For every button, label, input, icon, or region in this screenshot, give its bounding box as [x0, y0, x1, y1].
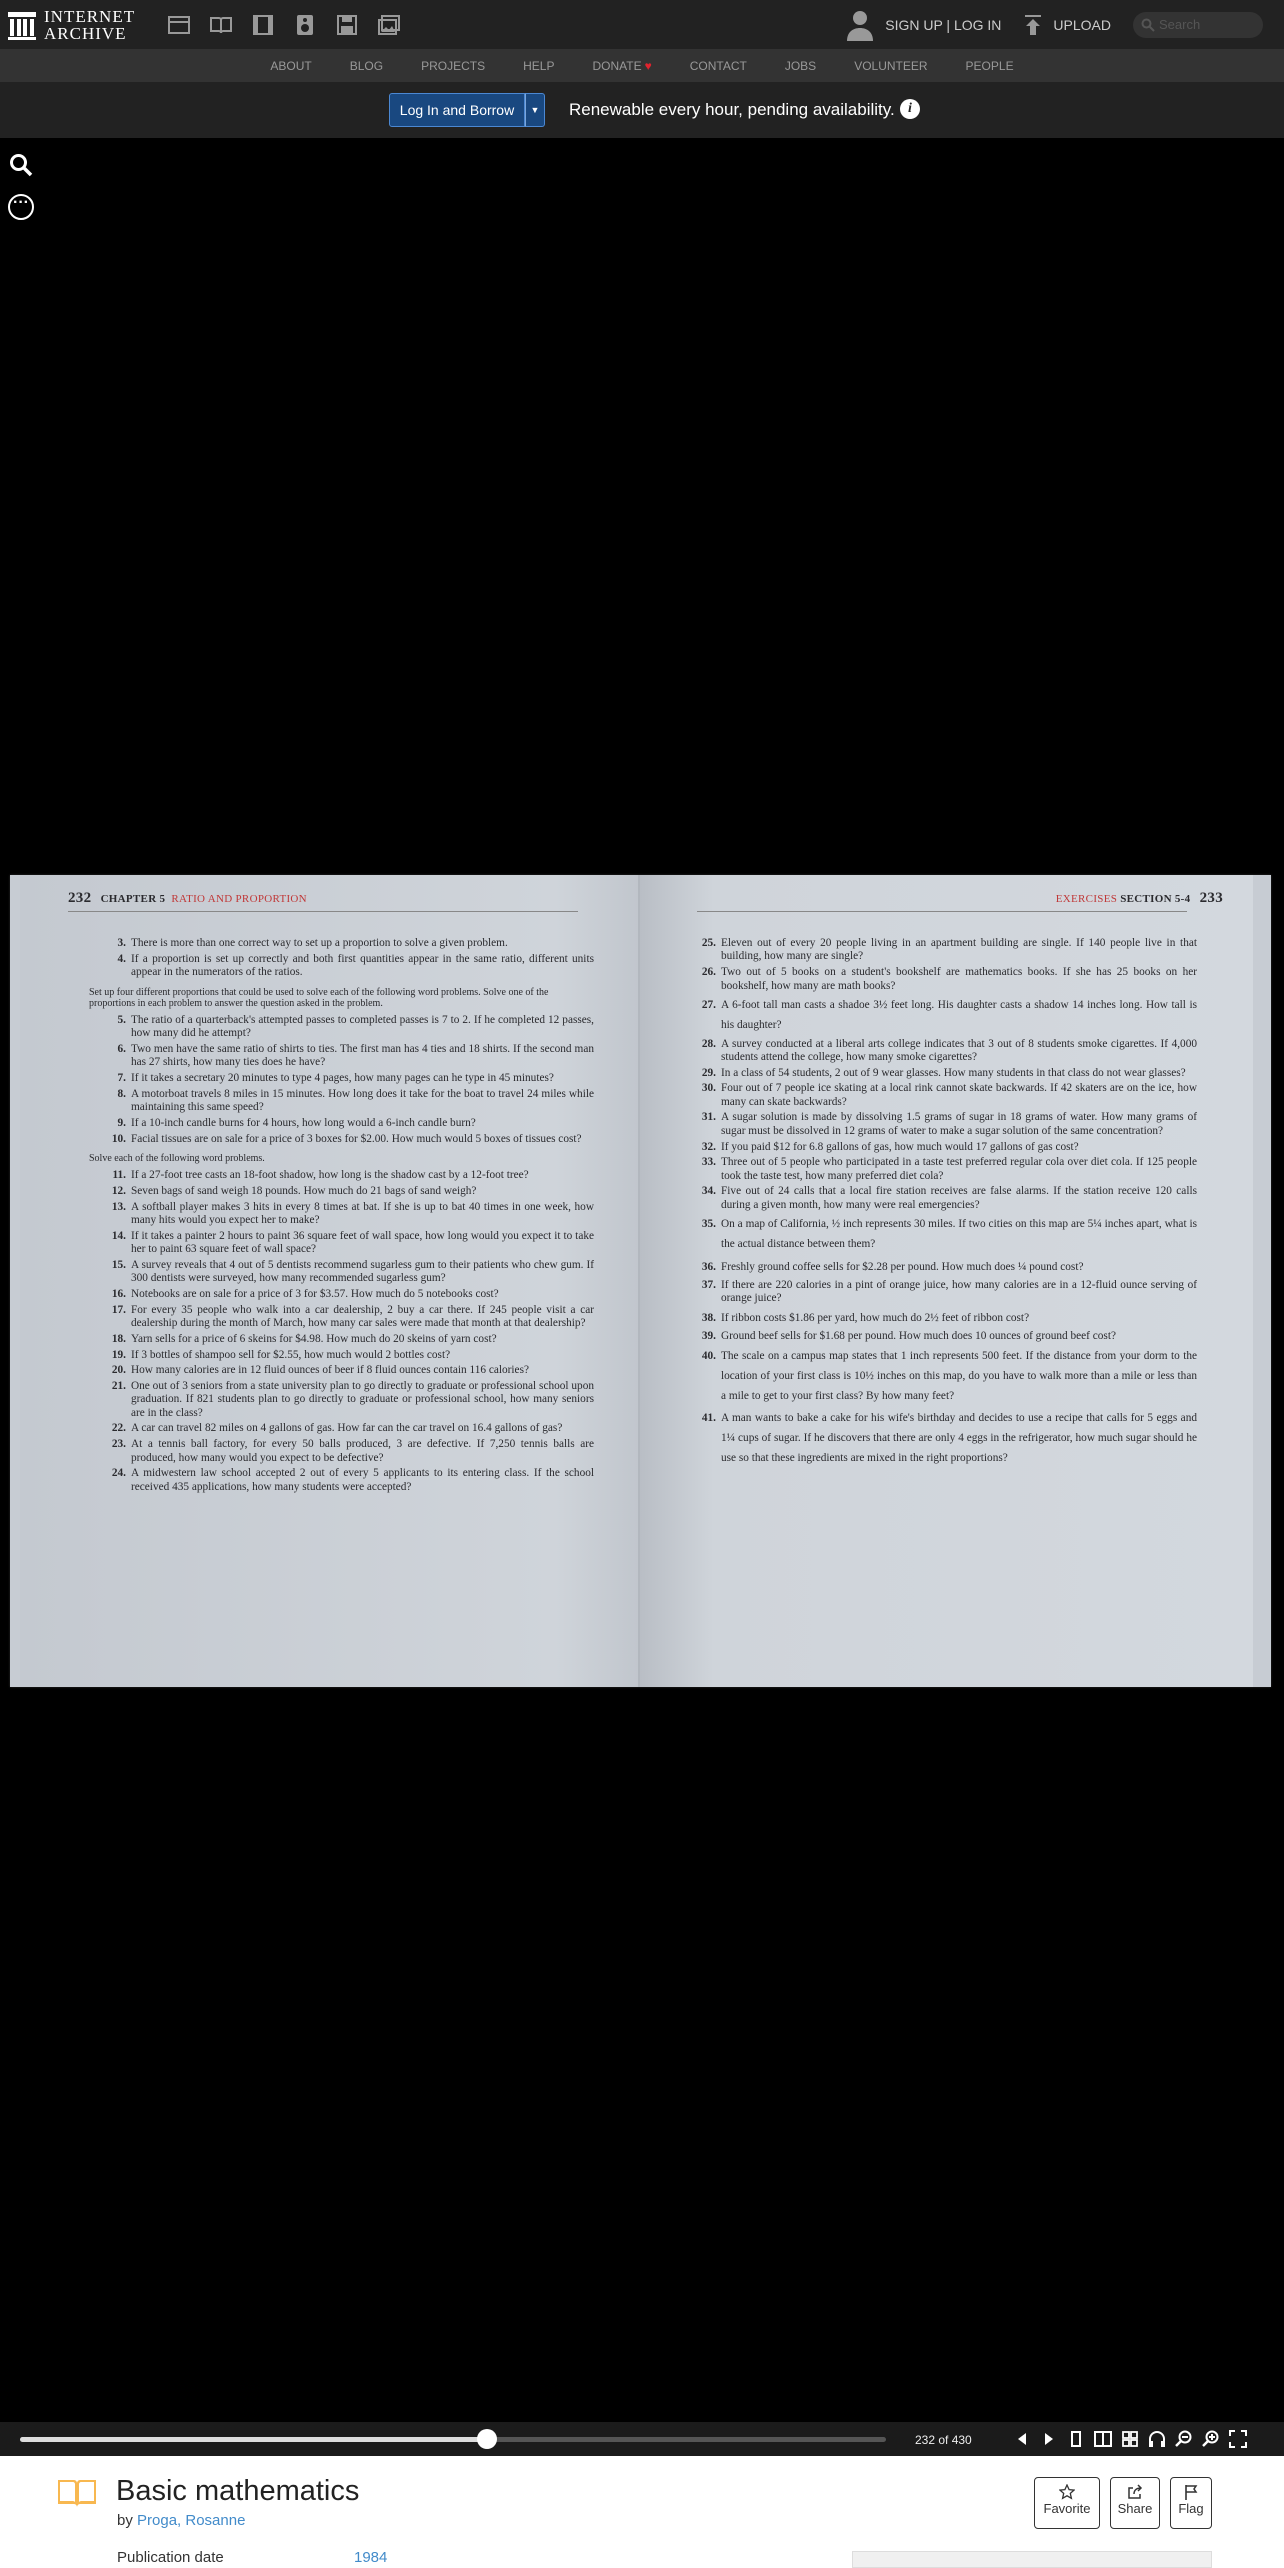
borrow-options-chevron-down-icon[interactable]: ▼	[525, 93, 545, 127]
exercise-problem	[110, 1288, 594, 1301]
exercise-problem	[700, 1408, 1197, 1468]
nav-volunteer[interactable]: VOLUNTEER	[854, 58, 928, 73]
problem-text: For every 35 people who walk into a car dealership, 2 buy a car there. If 245 people visit a car dealership during the month of March, how many car sales were made that month at that dealership?	[131, 1303, 594, 1330]
exercise-problem	[700, 1156, 1197, 1183]
upload-icon	[1023, 14, 1043, 36]
exercise-problem	[700, 1214, 1197, 1254]
texts-icon[interactable]	[206, 12, 236, 38]
chapter-title: RATIO AND PROPORTION	[171, 893, 307, 905]
right-page[interactable]	[640, 875, 1253, 1687]
problem-number: 7.	[117, 1072, 126, 1085]
problem-text: On a map of California, ½ inch represents 30 miles. If two cities on this map are 5¼ inches apart, what is the actual distance between them?	[721, 1218, 1197, 1251]
search-icon	[1141, 18, 1155, 32]
problem-text: If ribbon costs $1.86 per yard, how much do 2½ feet of ribbon cost?	[721, 1312, 1030, 1325]
right-running-head	[1056, 892, 1223, 906]
exercise-problem	[110, 1185, 594, 1198]
problem-text: Freshly ground coffee sells for $2.28 per pound. How much does ¼ pound cost?	[721, 1260, 1084, 1273]
favorite-button[interactable]	[1034, 2477, 1100, 2529]
problem-text: There is more than one correct way to set up a proportion to solve a given problem.	[131, 937, 508, 949]
chapter-label: CHAPTER 5	[100, 893, 166, 905]
page-slider[interactable]	[20, 2437, 886, 2442]
more-options-icon[interactable]: ···	[8, 194, 34, 220]
problem-text: The scale on a campus map states that 1 inch represents 500 feet. If the distance from your dorm to the location of your first class is 10½ inches on this map, do you have to walk more than a mile or less than a mile to get to your first class? By how many feet?	[721, 1350, 1197, 1403]
problem-text: Four out of 7 people ice skating at a local rink cannot skate backwards. If 42 skaters are on the ice, how many can skate backwards?	[721, 1082, 1197, 1108]
nav-jobs[interactable]: JOBS	[784, 58, 817, 73]
exercise-problem	[110, 1014, 594, 1041]
exercise-problem	[110, 1230, 594, 1257]
borrow-availability-message: Renewable every hour, pending availability.	[569, 100, 895, 119]
next-page-icon[interactable]	[1035, 2427, 1062, 2451]
problem-text: Facial tissues are on sale for a price of 3 boxes for $2.00. How much would 5 boxes of tissues cost?	[131, 1132, 582, 1145]
byline	[117, 2512, 245, 2529]
share-button[interactable]	[1110, 2477, 1160, 2529]
problem-number: 10.	[111, 1132, 126, 1145]
login-and-borrow-button[interactable]: Log In and Borrow	[389, 93, 525, 127]
problem-text: If a proportion is set up correctly and both first quantities appear in the same ratio, different units appear in the numerators of the ratios.	[131, 952, 594, 979]
texts-book-icon	[56, 2478, 98, 2508]
problem-text: A softball player makes 3 hits in every 8 times at bat. If she is up to bat 40 times in one week, how many hits would you expect her to make?	[131, 1200, 594, 1227]
problem-text: If a 27-foot tree casts an 18-foot shadow, how long is the shadow cast by a 12-foot tree?	[131, 1169, 529, 1182]
exercise-problem	[700, 1330, 1197, 1343]
right-page-number: 233	[1199, 890, 1223, 906]
share-icon	[1127, 2484, 1143, 2500]
problem-text: A survey reveals that 4 out of 5 dentists recommend sugarless gum to their patients who chew gum. If 300 dentists were surveyed, how many recommended sugarless gum?	[131, 1258, 594, 1285]
flag-button[interactable]	[1170, 2477, 1212, 2529]
nav-donate-label: DONATE	[592, 58, 642, 73]
problem-text: Ground beef sells for $1.68 per pound. How much does 10 ounces of ground beef cost?	[721, 1330, 1116, 1343]
exercise-problem	[700, 1185, 1197, 1212]
item-details	[0, 2456, 1284, 2568]
problem-number: 26.	[701, 966, 716, 979]
right-page-text	[700, 937, 1197, 1471]
nav-projects[interactable]: PROJECTS	[421, 58, 486, 73]
flag-icon	[1183, 2484, 1199, 2500]
problem-text: A survey conducted at a liberal arts college indicates that 3 out of 8 students smoke cigarettes. If 4,000 students attend the college, how many smoke cigarettes?	[721, 1037, 1197, 1063]
problem-number: 29.	[701, 1066, 716, 1079]
problem-number: 25.	[701, 937, 716, 949]
zoom-out-icon[interactable]	[1170, 2427, 1197, 2451]
problem-number: 9.	[117, 1116, 126, 1129]
problem-number: 13.	[111, 1200, 126, 1213]
archive-building-icon	[8, 10, 36, 40]
problem-number: 30.	[701, 1082, 716, 1095]
web-icon[interactable]	[164, 12, 194, 38]
exercise-problem	[700, 1141, 1197, 1154]
problem-number: 24.	[111, 1467, 126, 1480]
by-label: by	[117, 2512, 133, 2529]
left-running-head	[68, 892, 307, 906]
audio-icon[interactable]	[290, 12, 320, 38]
problem-number: 22.	[111, 1422, 126, 1435]
left-page-number: 232	[68, 890, 92, 906]
item-title: Basic mathematics	[116, 2475, 360, 2507]
problem-text: A midwestern law school accepted 2 out of every 5 applicants to its entering class. If the school received 435 applications, how many students were accepted?	[131, 1467, 594, 1493]
software-icon[interactable]	[332, 12, 362, 38]
top-bar	[0, 0, 1284, 49]
exercise-problem	[110, 1438, 594, 1465]
exercise-problem	[110, 953, 594, 980]
star-icon	[1059, 2484, 1075, 2500]
instruction-text: Solve each of the following word problems.	[89, 1153, 265, 1165]
exercises-label: EXERCISES	[1055, 893, 1118, 905]
exercise-problem	[110, 1333, 594, 1346]
upload-label: UPLOAD	[1053, 16, 1111, 33]
problem-number: 32.	[701, 1140, 716, 1153]
exercise-problem	[110, 1133, 594, 1146]
problem-number: 31.	[701, 1111, 716, 1124]
problem-number: 8.	[117, 1087, 126, 1100]
problem-number: 12.	[111, 1184, 126, 1197]
exercise-problem	[110, 1380, 594, 1420]
exercise-problem	[110, 937, 594, 950]
problem-number: 16.	[111, 1288, 126, 1300]
exercise-problem	[700, 1067, 1197, 1080]
problem-text: A sugar solution is made by dissolving 1.5 grams of sugar in 18 grams of water. How many grams of sugar must be dissolved in 12 grams of water to make a sugar solution of the same concentration?	[721, 1111, 1197, 1137]
problem-number: 3.	[117, 937, 126, 949]
problem-text: If 3 bottles of shampoo sell for $2.55, how much would 2 bottles cost?	[131, 1348, 451, 1361]
search-box[interactable]	[1133, 12, 1263, 38]
exercise-problem	[110, 1349, 594, 1362]
nav-help[interactable]: HELP	[523, 58, 555, 73]
problem-number: 21.	[111, 1379, 126, 1392]
instruction-text: Set up four different proportions that could be used to solve each of the following word problems. Solve one of the proportions in each problem to answer the question asked in the problem.	[89, 986, 549, 1009]
problem-number: 5.	[117, 1013, 126, 1026]
info-icon[interactable]: i	[900, 99, 920, 119]
problem-number: 15.	[111, 1258, 126, 1271]
exercise-problem	[110, 1043, 594, 1070]
problem-text: A motorboat travels 8 miles in 15 minutes. How long does it take for the boat to travel 24 miles while maintaining this same speed?	[131, 1087, 594, 1114]
internet-archive-logo[interactable]	[8, 6, 148, 44]
borrow-banner	[0, 83, 1284, 138]
problem-number: 36.	[701, 1260, 716, 1273]
problem-text: If there are 220 calories in a pint of orange juice, how many calories are in a 12-fluid ounce serving of orange juice?	[721, 1279, 1197, 1305]
exercise-problem	[700, 1279, 1197, 1306]
problem-number: 14.	[111, 1229, 126, 1242]
heart-icon: ♥	[644, 58, 652, 73]
nav-contact[interactable]: CONTACT	[689, 58, 747, 73]
exercise-problem	[110, 1201, 594, 1228]
main-nav	[0, 49, 1284, 83]
exercise-problem	[110, 1304, 594, 1331]
publication-date-value[interactable]: 1984	[354, 2549, 388, 2566]
book-page-spread[interactable]	[10, 875, 1271, 1687]
exercise-problem	[700, 1082, 1197, 1109]
problem-number: 18.	[111, 1332, 126, 1345]
problem-text: Two men have the same ratio of shirts to ties. The first man has 4 ties and 18 shirts. If the second man has 27 shirts, how many ties does he have?	[131, 1043, 594, 1069]
problem-text: Seven bags of sand weigh 18 pounds. How much do 21 bags of sand weigh?	[131, 1184, 477, 1197]
fullscreen-icon[interactable]	[1224, 2427, 1251, 2451]
read-aloud-icon[interactable]	[1143, 2427, 1170, 2451]
problem-number: 4.	[117, 952, 126, 965]
search-input[interactable]	[1159, 12, 1259, 38]
page-slider-fill	[20, 2437, 487, 2442]
nav-people[interactable]: PEOPLE	[965, 58, 1014, 73]
problem-number: 34.	[701, 1185, 716, 1198]
author-link[interactable]: Proga, Rosanne	[137, 2512, 246, 2529]
exercise-problem	[700, 1038, 1197, 1065]
page-count: 232 of 430	[915, 2433, 972, 2447]
problem-text: Five out of 24 calls that a local fire station receives are false alarms. If the station receive 120 calls during a given month, how many were real emergencies?	[721, 1185, 1197, 1211]
images-icon[interactable]	[374, 12, 404, 38]
favorite-label: Favorite	[1043, 2501, 1091, 2516]
exercise-problem	[110, 1259, 594, 1286]
problem-text: One out of 3 seniors from a state university plan to go directly to graduate or professional school upon graduation. If 821 students plan to go directly to graduate or professional school, how many seniors are in the class?	[131, 1379, 594, 1419]
problem-text: Eleven out of every 20 people living in an apartment building are single. If 140 people live in that building, how many are single?	[721, 937, 1197, 963]
logo-text: INTERNET ARCHIVE	[44, 7, 136, 43]
left-page[interactable]	[20, 875, 650, 1687]
problem-text: At a tennis ball factory, for every 50 balls produced, 3 are defective. If 7,250 tennis balls are produced, how many would you expect to be defective?	[131, 1438, 594, 1464]
problem-number: 40.	[701, 1350, 716, 1363]
search-inside-icon[interactable]	[9, 153, 33, 177]
problem-text: Two out of 5 books on a student's bookshelf are mathematics books. If she has 25 books on her bookshelf, how many are math books?	[721, 966, 1197, 992]
problem-text: A car can travel 82 miles on 4 gallons of gas. How far can the car travel on 16.4 gallons of gas?	[131, 1422, 563, 1435]
prev-page-icon[interactable]	[1008, 2427, 1035, 2451]
publication-date-label: Publication date	[117, 2549, 224, 2566]
reader-navigation-bar	[0, 2422, 1284, 2456]
problem-text: How many calories are in 12 fluid ounces of beer if 8 fluid ounces contain 116 calories?	[131, 1364, 529, 1377]
problem-text: If it takes a secretary 20 minutes to type 4 pages, how many pages can he type in 45 minutes?	[131, 1072, 554, 1085]
upload-link[interactable]	[1023, 14, 1111, 36]
exercise-problem	[700, 937, 1197, 964]
problem-number: 19.	[111, 1348, 126, 1361]
borrow-button-group	[389, 93, 545, 127]
problem-number: 17.	[111, 1303, 126, 1316]
problem-text: A man wants to bake a cake for his wife's birthday and decides to use a recipe that calls for 5 eggs and 1¼ cups of sugar. If he discovers that there are only 4 eggs in the refrigerator, how much sugar should he use so that these ingredients are mixed in the right proportions?	[721, 1412, 1197, 1465]
exercise-problem	[700, 995, 1197, 1035]
exercise-problem	[110, 1422, 594, 1435]
left-page-text	[89, 937, 594, 1496]
problem-text: Yarn sells for a price of 6 skeins for $4.98. How much do 20 skeins of yarn cost?	[131, 1332, 497, 1345]
problem-text: If a 10-inch candle burns for 4 hours, how long would a 6-inch candle burn?	[131, 1116, 476, 1129]
problem-text: The ratio of a quarterback's attempted passes to completed passes is 7 to 2. If he completed 12 passes, how many did he attempt?	[131, 1013, 594, 1040]
exercise-problem	[700, 1308, 1197, 1328]
problem-number: 28.	[701, 1037, 716, 1050]
nav-blog[interactable]: BLOG	[349, 58, 384, 73]
exercise-problem	[110, 1169, 594, 1182]
nav-about[interactable]: ABOUT	[270, 58, 312, 73]
problem-number: 11.	[112, 1169, 126, 1182]
zoom-in-icon[interactable]	[1197, 2427, 1224, 2451]
problem-number: 20.	[111, 1364, 126, 1377]
reader-controls	[1008, 2427, 1251, 2451]
exercise-problem	[110, 1467, 594, 1494]
problem-number: 27.	[701, 999, 716, 1012]
two-page-view-icon[interactable]	[1089, 2427, 1116, 2451]
share-label: Share	[1117, 2501, 1153, 2516]
user-icon[interactable]	[845, 9, 875, 41]
exercise-problem	[110, 1072, 594, 1085]
exercise-problem	[110, 1088, 594, 1115]
page-slider-handle[interactable]	[477, 2429, 497, 2449]
problem-number: 38.	[701, 1312, 716, 1325]
exercise-problem	[110, 1364, 594, 1377]
media-type-icons	[164, 12, 404, 38]
nav-donate[interactable]	[592, 59, 651, 73]
problem-number: 33.	[701, 1156, 716, 1169]
problem-number: 35.	[701, 1218, 716, 1231]
flag-label: Flag	[1178, 2501, 1204, 2516]
problem-number: 41.	[701, 1412, 716, 1425]
exercise-problem	[110, 1117, 594, 1130]
problem-number: 39.	[701, 1330, 716, 1343]
video-icon[interactable]	[248, 12, 278, 38]
signup-login-link[interactable]: SIGN UP | LOG IN	[885, 16, 1002, 33]
problem-text: Notebooks are on sale for a price of 3 for $3.57. How much do 5 notebooks cost?	[131, 1288, 499, 1300]
problem-text: In a class of 54 students, 2 out of 9 wear glasses. How many students in that class do not wear glasses?	[721, 1066, 1186, 1079]
problem-text: A 6-foot tall man casts a shadoe 3½ feet long. His daughter casts a shadow 14 inches long. How tall is his daughter?	[721, 999, 1197, 1032]
one-page-view-icon[interactable]	[1062, 2427, 1089, 2451]
section-label: SECTION 5-4	[1120, 893, 1191, 905]
problem-number: 37.	[701, 1279, 716, 1292]
exercise-problem	[700, 966, 1197, 993]
problem-text: If it takes a painter 2 hours to paint 36 square feet of wall space, how long would you expect it to take her to paint 63 square feet of wall space?	[131, 1229, 594, 1256]
problem-number: 23.	[111, 1438, 126, 1451]
problem-number: 6.	[117, 1043, 126, 1056]
exercise-problem	[700, 1257, 1197, 1277]
exercise-problem	[700, 1111, 1197, 1138]
thumbnail-view-icon[interactable]	[1116, 2427, 1143, 2451]
side-panel	[852, 2551, 1212, 2568]
exercise-problem	[700, 1346, 1197, 1406]
problem-text: If you paid $12 for 6.8 gallons of gas, how much would 17 gallons of gas cost?	[721, 1140, 1079, 1153]
problem-text: Three out of 5 people who participated in a taste test preferred regular cola over diet cola. If 125 people took the taste test, how many preferred diet cola?	[721, 1156, 1197, 1182]
